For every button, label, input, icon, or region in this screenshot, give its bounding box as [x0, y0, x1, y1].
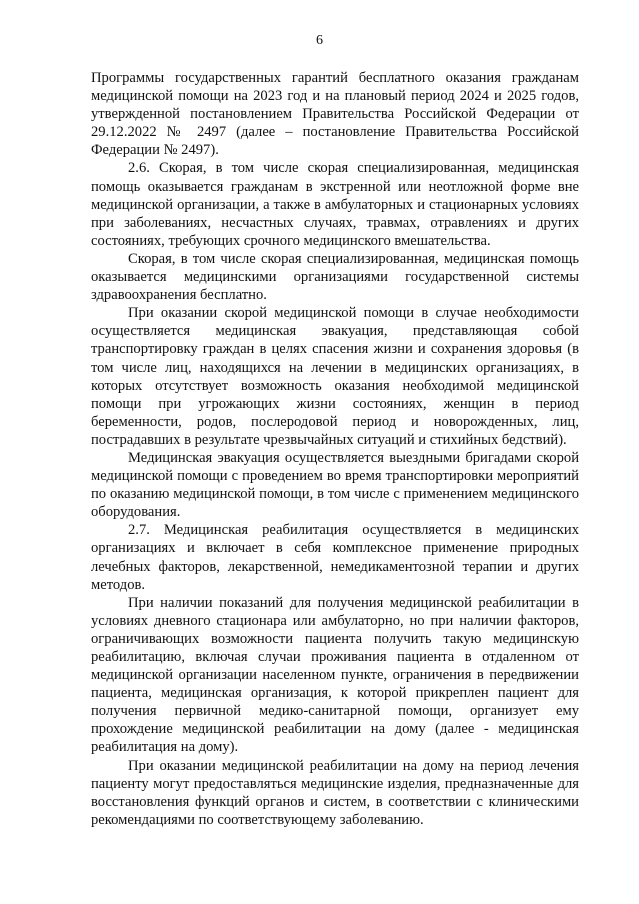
paragraph: Медицинская эвакуация осуществляется выездными бригадами скорой медицинской помощи с проведением во время транспортировки мероприятий по оказанию медицинской помощи, в том числе с применением медицинского оборудования.: [91, 449, 579, 521]
page-number: 6: [316, 33, 323, 48]
paragraph-continued: Программы государственных гарантий бесплатного оказания гражданам медицинской помощи на 2023 год и на плановый период 2024 и 2025 годов, утвержденной постановлением Правительства Российской Федерации от 29.12.2022 № 2497 (далее – постановление Правительства Российской Федерации № 2497).: [91, 70, 579, 159]
paragraph: При оказании скорой медицинской помощи в случае необходимости осуществляется медицинская эвакуация, представляющая собой транспортировку граждан в целях спасения жизни и сохранения здоровья (в том числе лиц, находящихся на лечении в медицинских организациях, в которых отсутствует возможность оказания необходимой медицинской помощи при угрожающих жизни состояниях, женщин в период беременности, родов, послеродовой период и новорожденных, лиц, пострадавших в результате чрезвычайных ситуаций и стихийных бедствий).: [91, 305, 579, 448]
paragraph-2-7: 2.7. Медицинская реабилитация осуществляется в медицинских организациях и включает в себя комплексное применение природных лечебных факторов, лекарственной, немедикаментозной терапии и других методов.: [91, 522, 579, 593]
document-body: [91, 69, 579, 829]
paragraph: Скорая, в том числе скорая специализированная, медицинская помощь оказывается медицинскими организациями государственной системы здравоохранения бесплатно.: [91, 250, 579, 304]
paragraph-2-6: 2.6. Скорая, в том числе скорая специализированная, медицинская помощь оказывается гражданам в экстренной или неотложной форме вне медицинской организации, а также в амбулаторных и стационарных условиях при заболеваниях, несчастных случаях, травмах, отравлениях и других состояниях, требующих срочного медицинского вмешательства.: [91, 160, 579, 249]
paragraph: При наличии показаний для получения медицинской реабилитации в условиях дневного стационара или амбулаторно, но при наличии факторов, ограничивающих возможности пациента получить такую медицинскую реабилитацию, включая случаи проживания пациента в отдаленном от медицинской организации населенном пункте, ограничения в передвижении пациента, медицинская организация, к которой прикреплен пациент для получения первичной медико-санитарной помощи, организует ему прохождение медицинской реабилитации на дому (далее - медицинская реабилитация на дому).: [91, 594, 579, 756]
paragraph: При оказании медицинской реабилитации на дому на период лечения пациенту могут предоставляться медицинские изделия, предназначенные для восстановления функций органов и систем, в соответствии с клиническими рекомендациями по соответствующему заболеванию.: [91, 757, 579, 828]
